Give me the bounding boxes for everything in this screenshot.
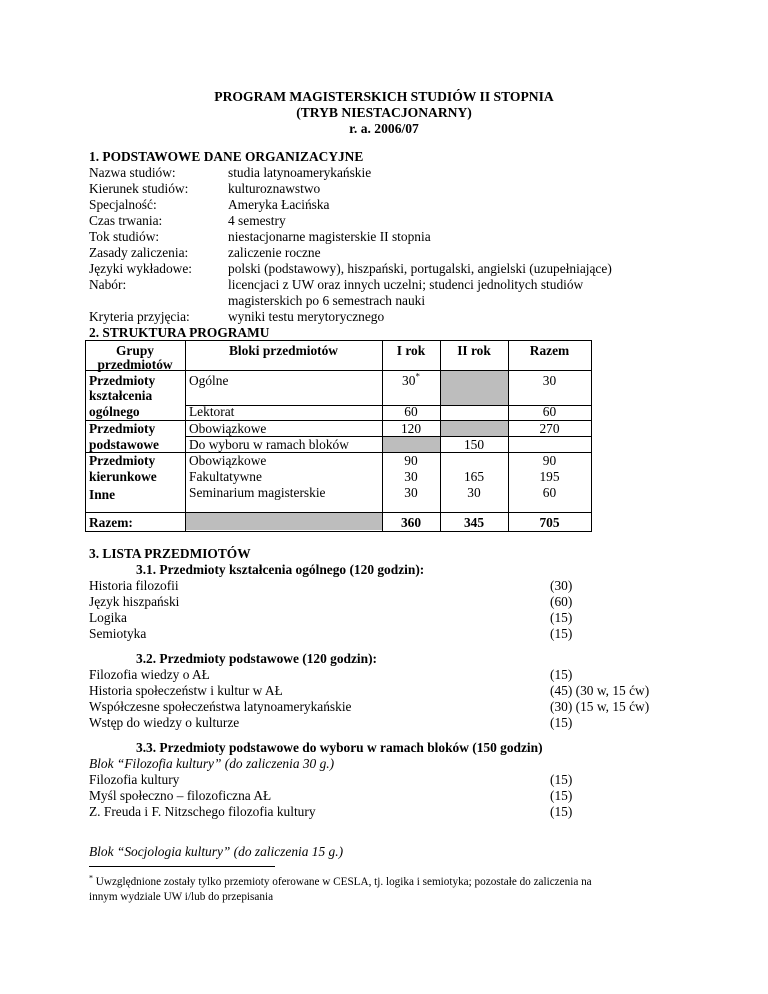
header-total: Razem — [529, 343, 570, 358]
value-cell — [382, 373, 440, 389]
block-label: Lektorat — [189, 404, 235, 419]
block-label: Fakultatywne — [189, 469, 262, 484]
section2-heading: 2. STRUKTURA PROGRAMU — [89, 325, 270, 340]
summary-year1: 360 — [400, 515, 422, 530]
value-year1: 30 — [404, 485, 418, 500]
empty-cell-shaded — [383, 437, 441, 453]
course-name: Myśl społeczno – filozoficzna AŁ — [89, 788, 272, 803]
value-total: 30 — [542, 373, 557, 388]
info-label: Nazwa studiów: — [89, 165, 176, 180]
group-label: Przedmioty — [89, 421, 156, 436]
footnote-separator — [89, 866, 275, 867]
value-total: 270 — [539, 421, 560, 436]
value-total: 60 — [542, 404, 557, 419]
block-title: Blok “Filozofia kultury” (do zaliczenia 30 g.) — [89, 756, 335, 771]
group-label: podstawowe — [89, 437, 159, 452]
course-name: Logika — [89, 610, 127, 625]
value-year1: 90 — [404, 453, 418, 468]
header-groups: Grupy — [116, 343, 154, 358]
title-line-1: PROGRAM MAGISTERSKICH STUDIÓW II STOPNIA — [214, 89, 554, 104]
block-label: Obowiązkowe — [189, 453, 267, 468]
group-label: kierunkowe — [89, 469, 157, 484]
course-name: Filozofia kultury — [89, 772, 180, 787]
info-value: 4 semestry — [228, 213, 286, 228]
group-label: ogólnego — [89, 404, 140, 419]
course-name: Wstęp do wiedzy o kulturze — [89, 715, 240, 730]
value-year1: 30 — [404, 469, 418, 484]
footnote-mark: * — [89, 873, 93, 883]
block-label: Do wyboru w ramach bloków — [189, 437, 349, 452]
course-hours: (15) — [550, 626, 573, 641]
subsection-title: 3.1. Przedmioty kształcenia ogólnego (120 godzin): — [136, 562, 425, 577]
empty-cell-shaded — [441, 371, 508, 405]
group-label: Przedmioty — [89, 453, 156, 468]
header-blocks: Bloki przedmiotów — [229, 343, 338, 358]
header-year1: I rok — [396, 343, 426, 358]
course-name: Filozofia wiedzy o AŁ — [89, 667, 210, 682]
subsection-title: 3.3. Przedmioty podstawowe do wyboru w ramach bloków (150 godzin) — [136, 740, 543, 755]
info-value: niestacjonarne magisterskie II stopnia — [228, 229, 431, 244]
info-value: wyniki testu merytorycznego — [228, 309, 385, 324]
table-border — [85, 512, 592, 513]
course-name: Z. Freuda i F. Nitzschego filozofia kultury — [89, 804, 316, 819]
course-name: Historia filozofii — [89, 578, 179, 593]
info-label: Nabór: — [89, 277, 127, 292]
value-year1: 30 — [402, 373, 416, 388]
header-year2: II rok — [457, 343, 491, 358]
info-value: Ameryka Łacińska — [228, 197, 330, 212]
info-value: studia latynoamerykańskie — [228, 165, 372, 180]
info-label: Kierunek studiów: — [89, 181, 189, 196]
block-title: Blok “Socjologia kultury” (do zaliczenia 15 g.) — [89, 844, 344, 859]
group-label: kształcenia — [89, 388, 153, 403]
footnote-line-1 — [89, 875, 592, 890]
course-hours: (15) — [550, 715, 573, 730]
section1-heading: 1. PODSTAWOWE DANE ORGANIZACYJNE — [89, 149, 364, 164]
section3-heading: 3. LISTA PRZEDMIOTÓW — [89, 546, 251, 561]
info-value: licencjaci z UW oraz innych uczelni; studenci jednolitych studiów — [228, 277, 584, 292]
summary-label: Razem: — [89, 515, 133, 530]
summary-year2: 345 — [463, 515, 485, 530]
course-name: Język hiszpański — [89, 594, 180, 609]
course-hours: (30) (15 w, 15 ćw) — [550, 699, 650, 714]
title-line-2: (TRYB NIESTACJONARNY) — [296, 105, 472, 120]
footnote-text: Uwzględnione zostały tylko przemioty oferowane w CESLA, tj. logika i semiotyka; pozostałe do zaliczenia na — [93, 876, 592, 888]
info-label: Języki wykładowe: — [89, 261, 193, 276]
block-label: Obowiązkowe — [189, 421, 267, 436]
block-label: Seminarium magisterskie — [189, 485, 326, 500]
summary-total: 705 — [539, 515, 560, 530]
group-label: Inne — [89, 487, 116, 502]
course-hours: (45) (30 w, 15 ćw) — [550, 683, 650, 698]
footnote-marker: * — [415, 371, 420, 382]
info-label: Czas trwania: — [89, 213, 163, 228]
info-value: polski (podstawowy), hiszpański, portugalski, angielski (uzupełniające) — [228, 261, 612, 276]
info-value: kulturoznawstwo — [228, 181, 321, 196]
subsection-title: 3.2. Przedmioty podstawowe (120 godzin): — [136, 651, 378, 666]
footnote-line-2: innym wydziale UW i/lub do przepisania — [89, 891, 274, 903]
info-label: Zasady zaliczenia: — [89, 245, 189, 260]
info-label: Kryteria przyjęcia: — [89, 309, 190, 324]
course-hours: (30) — [550, 578, 573, 593]
group-label: Przedmioty — [89, 373, 156, 388]
title-line-3: r. a. 2006/07 — [349, 121, 419, 136]
course-hours: (15) — [550, 610, 573, 625]
value-total: 195 — [539, 469, 560, 484]
value-year2: 165 — [463, 469, 485, 484]
course-hours: (15) — [550, 667, 573, 682]
value-year1: 60 — [404, 404, 418, 419]
info-value: magisterskich po 6 semestrach nauki — [228, 293, 426, 308]
course-name: Semiotyka — [89, 626, 147, 641]
program-structure-table — [85, 340, 592, 532]
value-total: 60 — [542, 485, 557, 500]
course-hours: (60) — [550, 594, 573, 609]
table-border — [85, 340, 592, 341]
course-name: Historia społeczeństw i kultur w AŁ — [89, 683, 283, 698]
block-label: Ogólne — [189, 373, 229, 388]
empty-cell-shaded — [441, 421, 508, 437]
value-year2: 30 — [467, 485, 481, 500]
info-label: Tok studiów: — [89, 229, 160, 244]
value-total: 90 — [542, 453, 557, 468]
course-hours: (15) — [550, 804, 573, 819]
value-year2: 150 — [463, 437, 485, 452]
course-name: Współczesne społeczeństwa latynoamerykańskie — [89, 699, 352, 714]
value-year1: 120 — [400, 421, 422, 436]
info-value: zaliczenie roczne — [228, 245, 321, 260]
course-hours: (15) — [550, 788, 573, 803]
header-groups: przedmiotów — [97, 357, 173, 372]
table-border — [85, 531, 592, 532]
empty-cell-shaded — [186, 513, 383, 530]
info-label: Specjalność: — [89, 197, 157, 212]
course-hours: (15) — [550, 772, 573, 787]
